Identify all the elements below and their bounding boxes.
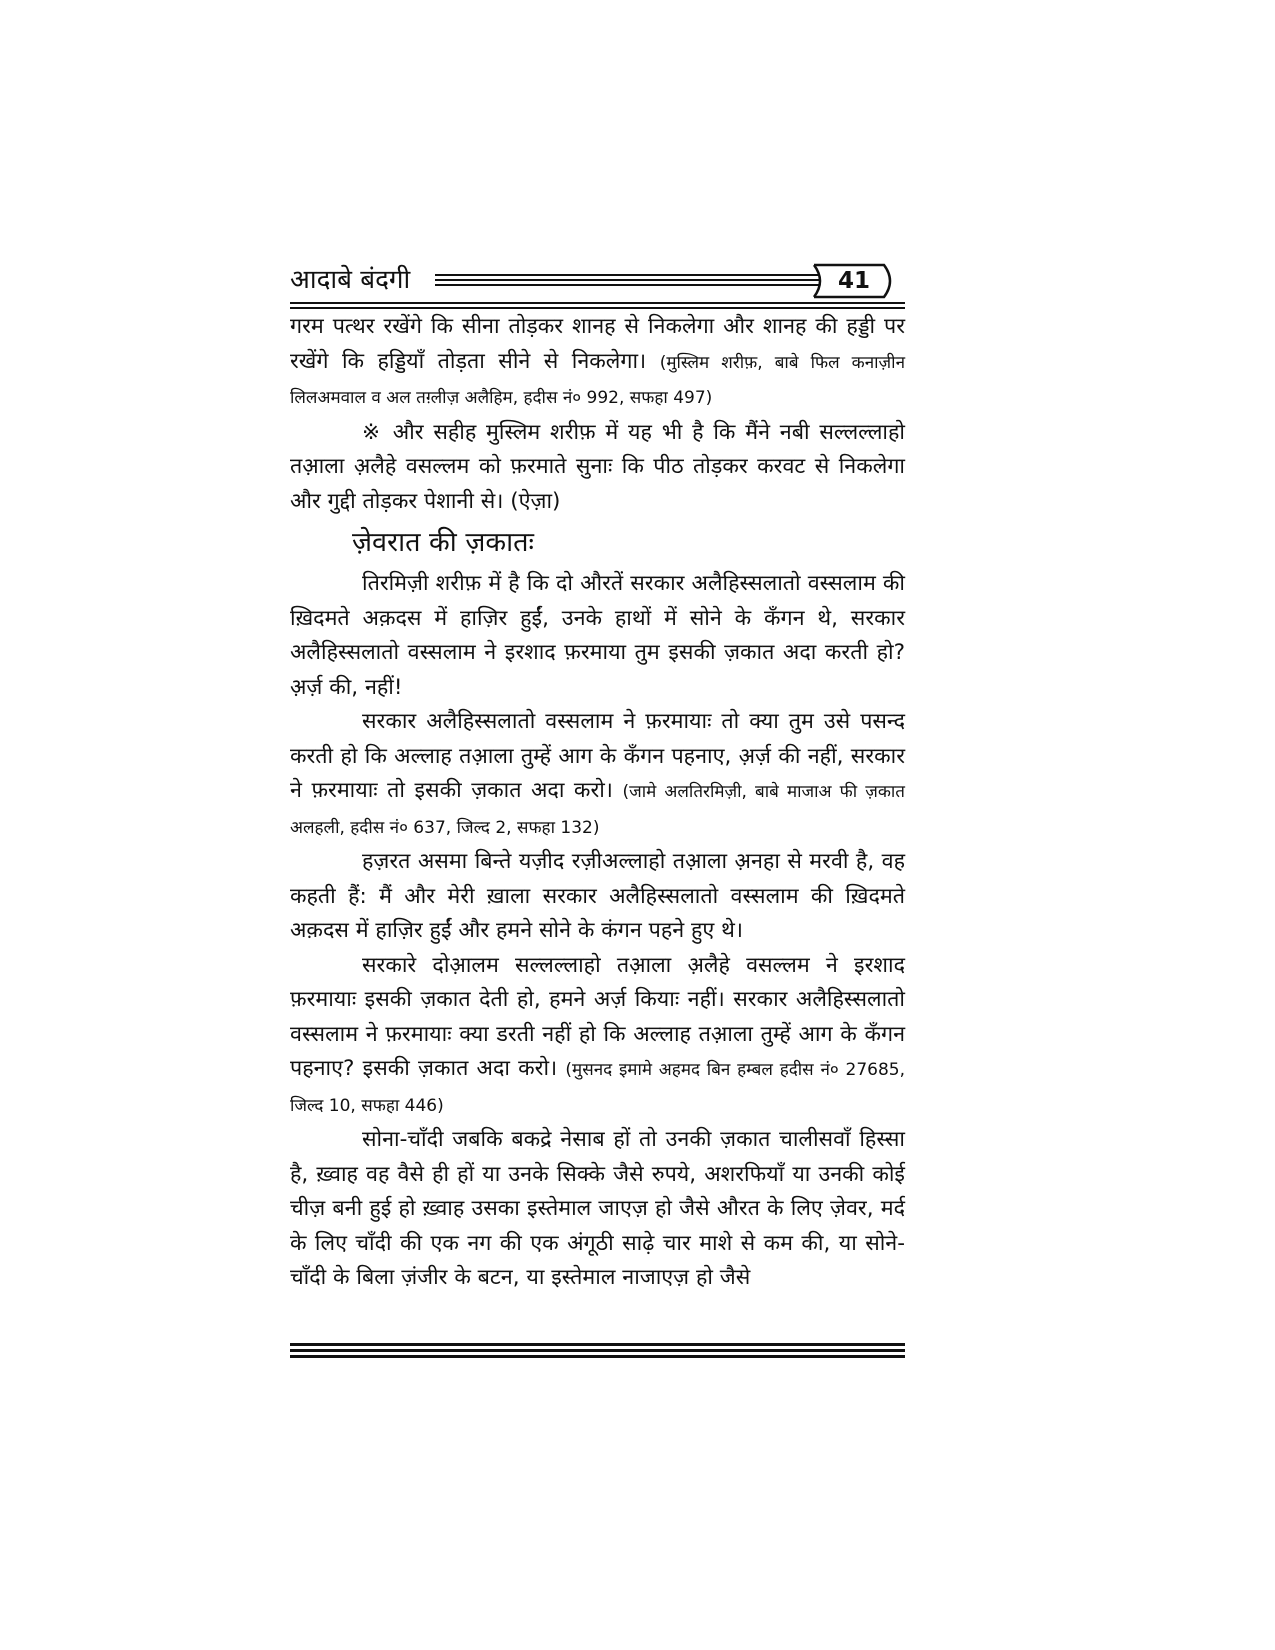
page-number: 41 [837,268,870,294]
paragraph: तिरमिज़ी शरीफ़ में है कि दो औरतें सरकार अलैहिस्सलातो वस्सलाम की ख़िदमते अक़दस में हाज़िर हुईं, उनके हाथों में सोने के कँगन थे, सरकार अलैहिस्सलातो वस्सलाम ने इरशाद फ़रमाया तुम इसकी ज़कात अदा करती हो? अ़र्ज़ की, नहीं! [290,571,905,700]
book-title: आदाबे बंदगी [290,265,411,295]
page-body [290,310,905,1296]
page-header [290,262,905,302]
paragraph: हज़रत असमा बिन्ते यज़ीद रज़ीअल्लाहो तआ़ला अ़नहा से मरवी है, वह कहती हैं: मैं और मेरी ख़ाला सरकार अलैहिस्सलातो वस्सलाम की ख़िदमते अक़दस में हाज़िर हुईं और हमने सोने के कंगन पहने हुए थे। [290,849,905,943]
paragraph [290,949,905,1124]
citation: (मुसनद इमामे अहमद बिन हम्बल हदीस नं० 27685, जिल्द 10, सफहा 446) [290,1060,905,1116]
paragraph [290,705,905,845]
citation: (मुस्लिम शरीफ़, बाबे फिल कनाज़ीन लिलअमवाल व अल तग़्लीज़ अलैहिम, हदीस नं० 992, सफहा 497) [290,352,906,408]
paragraph-text: सरकार अलैहिस्सलातो वस्सलाम ने फ़रमायाः तो क्या तुम उसे पसन्द करती हो कि अल्लाह तआ़ला तुम्हें आग के कँगन पहनाए, अ़र्ज़ की नहीं, सरकार ने फ़रमायाः तो इसकी ज़कात अदा करो। [290,709,905,803]
paragraph: सोना-चाँदी जबकि बकद्रे नेसाब हों तो उनकी ज़कात चालीसवाँ हिस्सा है, ख़्वाह वह वैसे ही हों या उनके सिक्के जैसे रुपये, अशरफियाँ या उनकी कोई चीज़ बनी हुई हो ख़्वाह उसका इस्तेमाल जाएज़ हो जैसे औरत के लिए ज़ेवर, मर्द के लिए चाँदी की एक नग की एक अंगूठी साढ़े चार माशे से कम की, या सोने-चाँदी के बिला ज़ंजीर के बटन, या इस्तेमाल नाजाएज़ हो जैसे [290,1127,905,1290]
paragraph-text: गरम पत्थर रखेंगे कि सीना तोड़कर शानह से निकलेगा और शानह की हड्डी पर रखेंगे कि हड्डियाँ तोड़ता सीने से निकलेगा। [290,314,905,374]
paragraph-text: सरकारे दोआ़लम सल्लल्लाहो तआ़ला अ़लैहे वसल्लम ने इरशाद फ़रमायाः इसकी ज़कात देती हो, हमने अर्ज़ कियाः नहीं। सरकार अलैहिस्सलातो वस्सलाम ने फ़रमायाः क्या डरती नहीं हो कि अल्लाह तआ़ला तुम्हें आग के कँगन पहनाए? इसकी ज़कात अदा करो। [290,952,905,1081]
citation: (जामे अलतिरमिज़ी, बाबे माजाअ फी ज़कात अलहली, हदीस नं० 637, जिल्द 2, सफहा 132) [290,782,905,838]
section-heading: ज़ेवरात की ज़कातः [352,527,534,558]
footer-divider [290,1343,905,1361]
header-rules [435,274,820,288]
paragraph: ※ और सहीह मुस्लिम शरीफ़ में यह भी है कि मैंने नबी सल्लल्लाहो तआ़ला अ़लैहे वसल्लम को फ़रमाते सुनाः कि पीठ तोड़कर करवट से निकलेगा और गुद्दी तोड़कर पेशानी से। (ऐज़ा) [290,419,905,514]
page-number-badge [810,263,898,299]
paragraph [290,310,905,416]
